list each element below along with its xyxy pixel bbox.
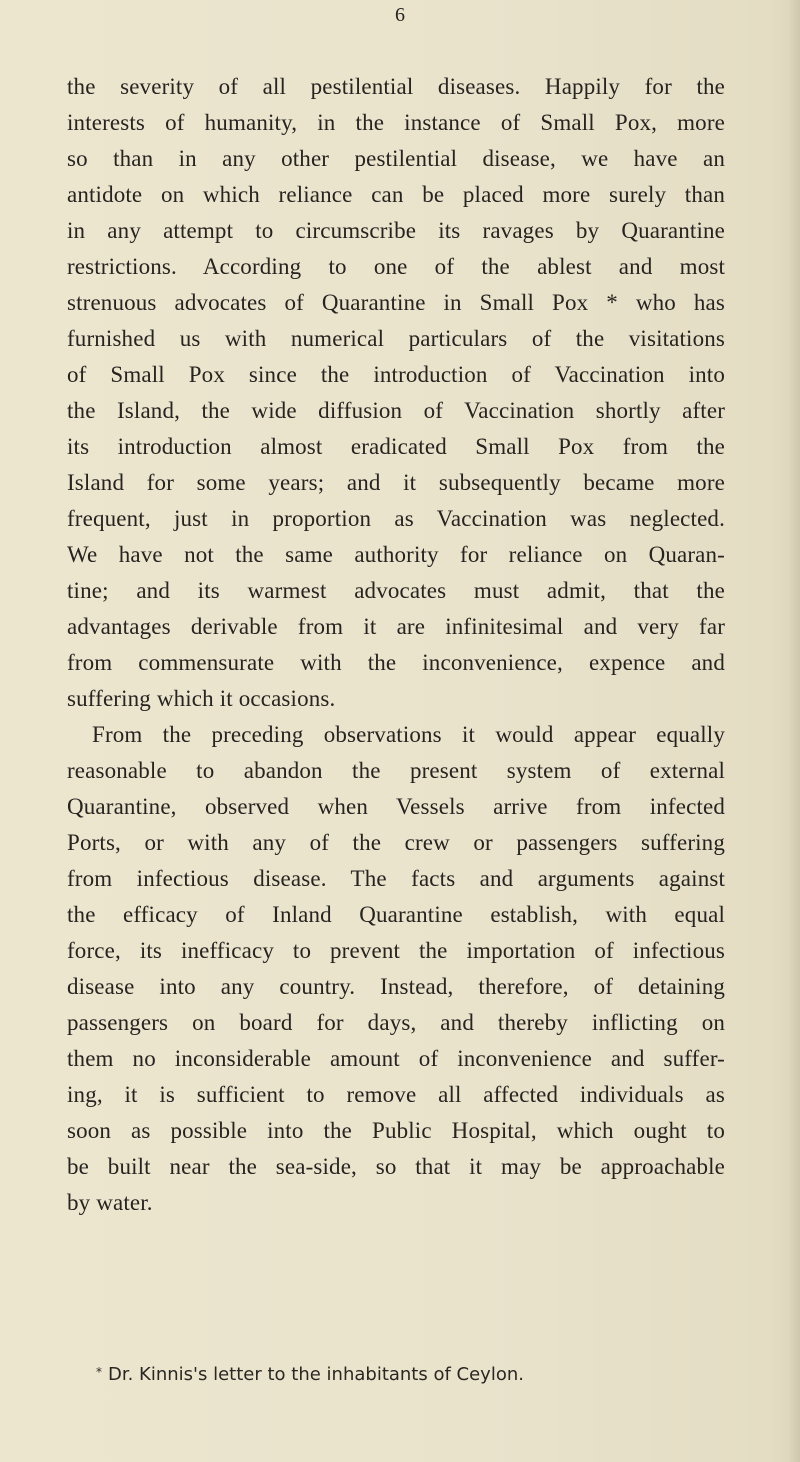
footnote-text: Dr. Kinnis's letter to the inhabitants of Ceylon.	[108, 1364, 524, 1385]
text-line: disease into any country. Instead, therefore, of detaining	[67, 974, 725, 999]
text-line: so than in any other pestilential disease, we have an	[67, 146, 725, 171]
text-line: in any attempt to circumscribe its ravages by Quarantine	[67, 218, 725, 243]
text-line: tine; and its warmest advocates must admit, that the	[67, 578, 725, 603]
text-line: ing, it is sufficient to remove all affected individuals as	[67, 1082, 725, 1107]
text-line: We have not the same authority for reliance on Quaran-	[67, 542, 725, 567]
text-line: soon as possible into the Public Hospital, which ought to	[67, 1118, 725, 1143]
text-line: Island for some years; and it subsequently became more	[67, 470, 725, 495]
text-line: advantages derivable from it are infinitesimal and very far	[67, 614, 725, 639]
text-line: furnished us with numerical particulars of the visitations	[67, 326, 725, 351]
text-line: Ports, or with any of the crew or passengers suffering	[67, 830, 725, 855]
text-line: from commensurate with the inconvenience, expence and	[67, 650, 725, 675]
footnote-marker: *	[96, 1365, 102, 1379]
text-line: force, its inefficacy to prevent the importation of infectious	[67, 938, 725, 963]
paragraph-first-line: From the preceding observations it would appear equally	[92, 722, 725, 747]
text-line: passengers on board for days, and thereby inflicting on	[67, 1010, 725, 1035]
text-line: from infectious disease. The facts and arguments against	[67, 866, 725, 891]
text-line: its introduction almost eradicated Small Pox from the	[67, 434, 725, 459]
page-edge-shadow	[788, 0, 800, 1462]
text-line: by water.	[67, 1190, 153, 1215]
text-line: strenuous advocates of Quarantine in Small Pox * who has	[67, 290, 725, 315]
page-number: 6	[395, 4, 405, 26]
footnote	[96, 1359, 524, 1388]
text-line: of Small Pox since the introduction of Vaccination into	[67, 362, 725, 387]
text-line: the Island, the wide diffusion of Vaccination shortly after	[67, 398, 725, 423]
text-line: Quarantine, observed when Vessels arrive from infected	[67, 794, 725, 819]
text-line: the severity of all pestilential diseases. Happily for the	[67, 74, 725, 99]
text-line: them no inconsiderable amount of inconvenience and suffer-	[67, 1046, 725, 1071]
text-line: reasonable to abandon the present system of external	[67, 758, 725, 783]
text-line: frequent, just in proportion as Vaccination was neglected.	[67, 506, 725, 531]
text-line: suffering which it occasions.	[67, 686, 336, 711]
text-line: be built near the sea-side, so that it may be approachable	[67, 1154, 725, 1179]
text-line: interests of humanity, in the instance of Small Pox, more	[67, 110, 725, 135]
text-line: the efficacy of Inland Quarantine establish, with equal	[67, 902, 725, 927]
text-line: antidote on which reliance can be placed more surely than	[67, 182, 725, 207]
text-line: restrictions. According to one of the ablest and most	[67, 254, 725, 279]
